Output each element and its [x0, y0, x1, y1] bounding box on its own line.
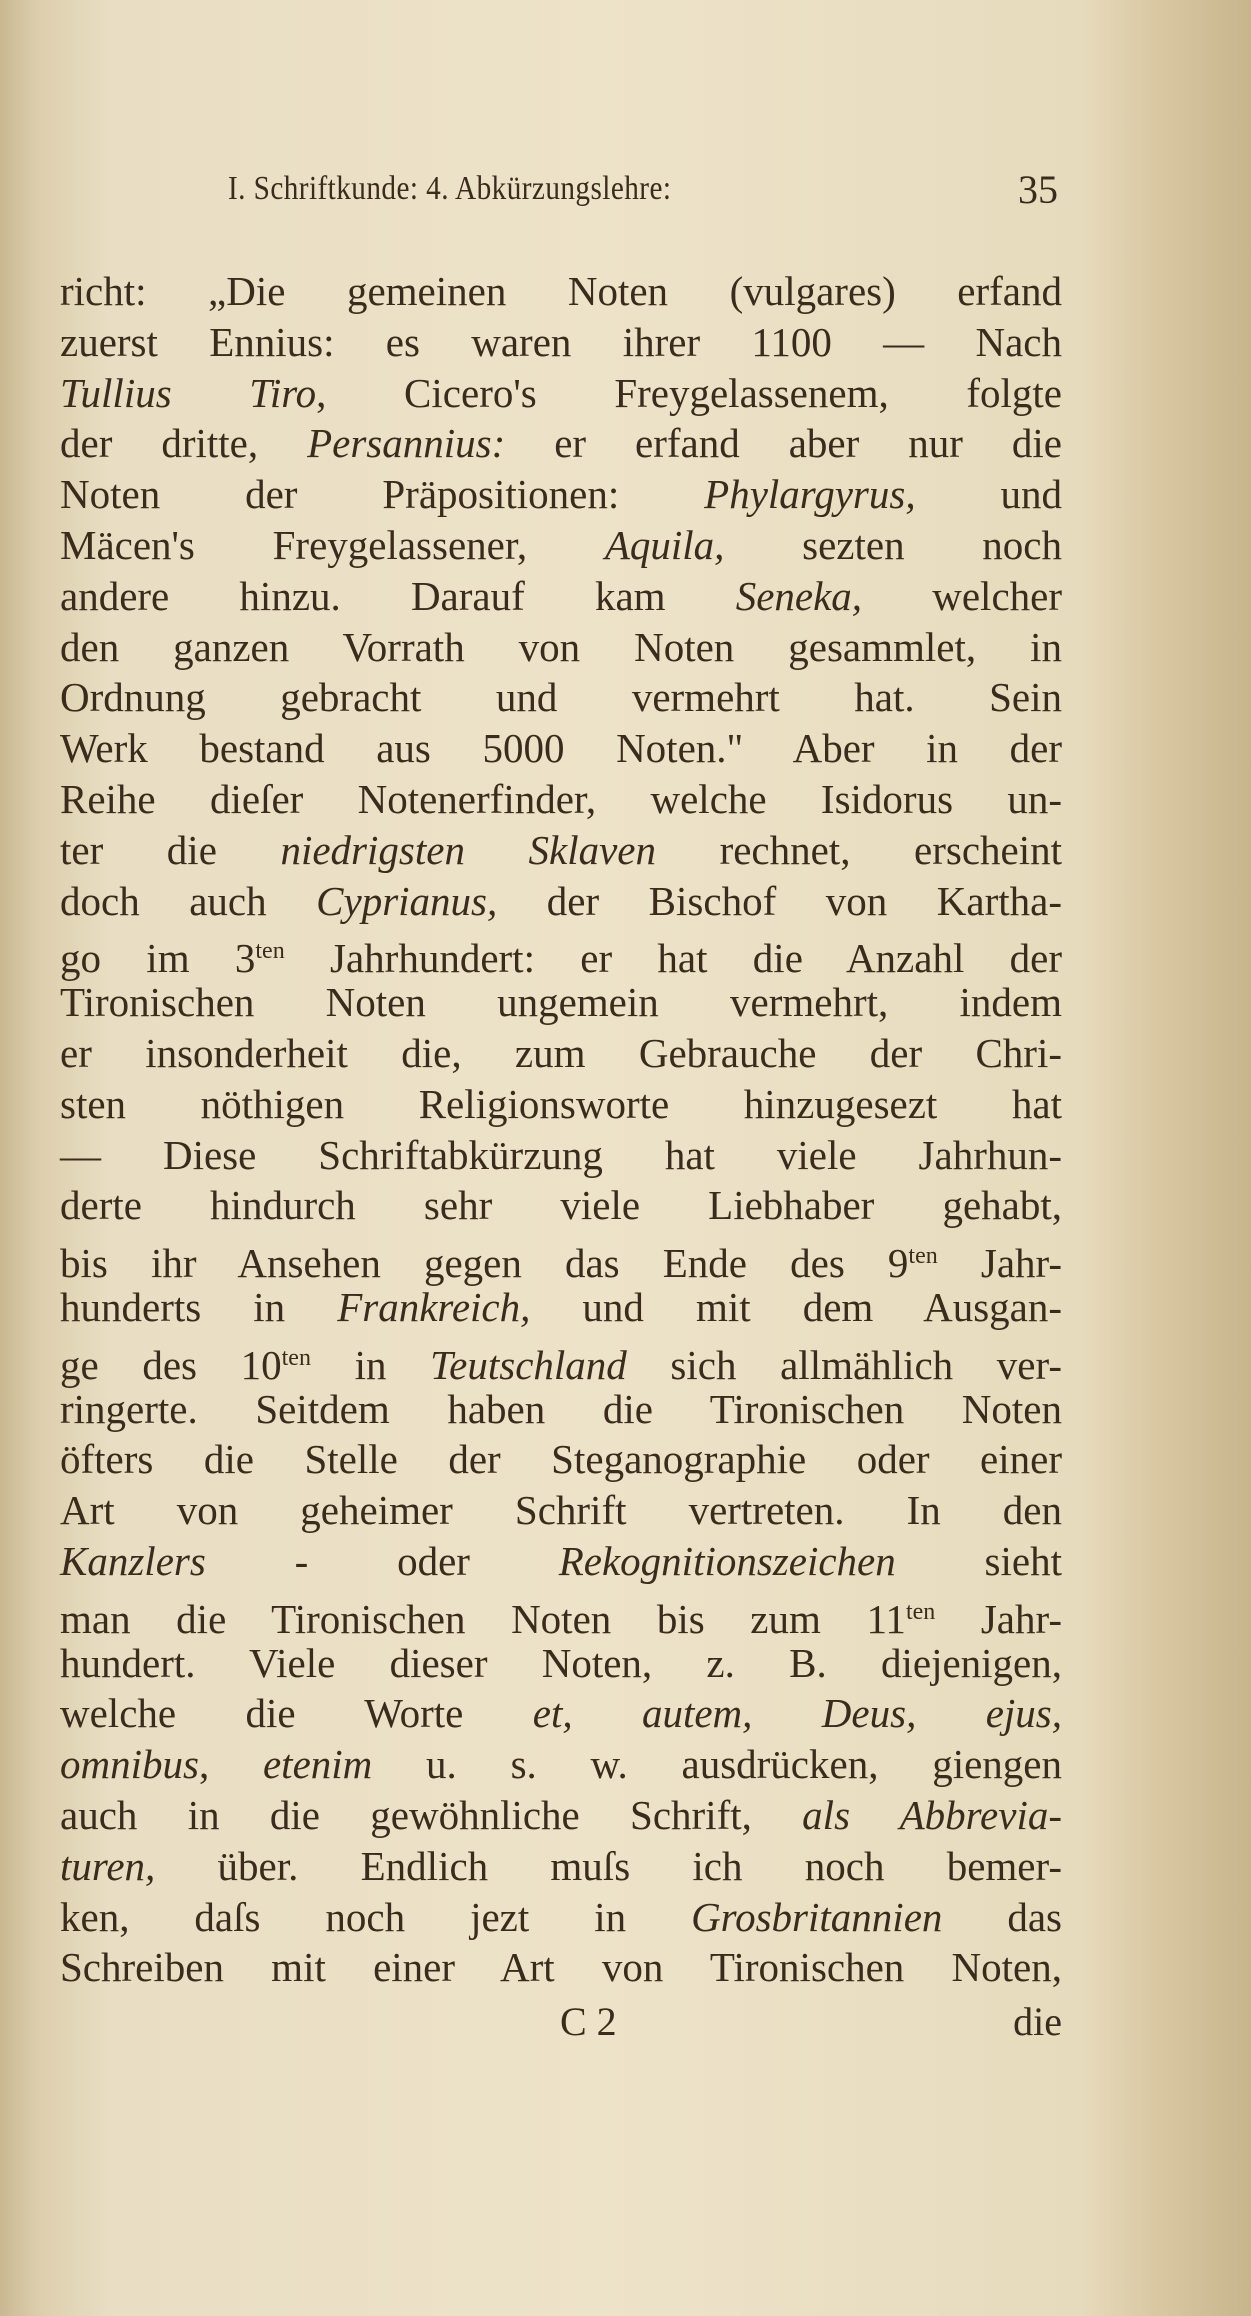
text-segment: — Diese Schriftabkürzung hat viele Jahrhun- [60, 1131, 1062, 1178]
text-segment: hundert. Viele dieser Noten, z. B. diejenigen, [60, 1639, 1062, 1686]
text-segment: sich allmählich ver- [626, 1341, 1062, 1388]
text-line [60, 1282, 1062, 1333]
text-segment: Schreiben mit einer Art von Tironischen Noten, [60, 1944, 1062, 1991]
text-segment: go im 3 [60, 935, 256, 982]
text-line [60, 1536, 1062, 1587]
text-line [60, 1688, 1062, 1739]
text-segment: man die Tironischen Noten bis zum 11 [60, 1595, 906, 1642]
text-segment: sieht [895, 1537, 1062, 1584]
italic-text: als Abbrevia- [802, 1791, 1062, 1838]
superscript-text: ten [905, 1598, 936, 1625]
italic-text: omnibus [60, 1741, 199, 1788]
text-segment: richt: „Die gemeinen Noten (vulgares) erfand [60, 268, 1062, 314]
text-line [60, 1079, 1062, 1130]
text-segment: sezten noch [724, 521, 1062, 568]
italic-text: Phylargyrus, [704, 471, 916, 518]
text-line [60, 1333, 1062, 1388]
text-line [60, 1231, 1062, 1287]
text-line [60, 876, 1062, 927]
text-line [60, 1739, 1062, 1790]
text-segment: er erfand aber nur die [505, 420, 1062, 467]
text-line [60, 1587, 1062, 1642]
italic-text: Rekognitionszeichen [558, 1537, 896, 1584]
text-segment: , [198, 1741, 263, 1788]
italic-text: Aquila, [604, 521, 725, 568]
italic-text: Seneka, [735, 572, 863, 619]
text-segment: der dritte, [60, 420, 308, 467]
text-segment: über. Endlich muſs ich noch bemer- [155, 1842, 1062, 1889]
text-segment: ken, daſs noch jezt in [60, 1893, 692, 1940]
text-segment: bis ihr Ansehen gegen das Ende des 9 [60, 1240, 909, 1287]
text-line [60, 368, 1062, 419]
text-line [60, 1841, 1062, 1892]
text-line [60, 723, 1062, 774]
text-segment: andere hinzu. Darauf kam [60, 572, 736, 619]
italic-text: et, autem, Deus, ejus, [532, 1690, 1062, 1737]
text-segment: Tironischen Noten ungemein vermehrt, indem [60, 979, 1062, 1026]
italic-text: turen, [60, 1842, 156, 1889]
text-line [60, 1028, 1062, 1079]
text-segment: zuerst Ennius: es waren ihrer 1100 — Nach [60, 318, 1062, 365]
text-segment: Art von geheimer Schrift vertreten. In den [60, 1487, 1062, 1534]
text-segment: Jahr- [937, 1240, 1062, 1287]
body-text [60, 266, 1062, 1993]
text-segment: Noten der Präpositionen: [60, 471, 705, 518]
text-segment: derte hindurch sehr viele Liebhaber gehabt, [60, 1182, 1062, 1229]
text-line [60, 571, 1062, 622]
text-line [60, 1790, 1062, 1841]
superscript-text: ten [908, 1243, 938, 1270]
text-segment: ringerte. Seitdem haben die Tironischen Noten [60, 1385, 1062, 1432]
text-segment: - oder [205, 1537, 559, 1584]
text-segment: Jahr- [935, 1595, 1062, 1642]
text-line [60, 1638, 1062, 1689]
text-segment: und mit dem Ausgan- [530, 1283, 1062, 1330]
text-line [60, 266, 1062, 317]
text-segment: welcher [862, 572, 1062, 619]
italic-text: Teutschland [430, 1341, 627, 1388]
text-line [60, 520, 1062, 571]
text-segment: Jahrhundert: er hat die Anzahl der [284, 935, 1062, 982]
italic-text: etenim [262, 1741, 373, 1788]
italic-text: Grosbritannien [691, 1893, 943, 1940]
text-line [60, 672, 1062, 723]
text-line [60, 926, 1062, 982]
text-segment: in [310, 1341, 431, 1388]
text-line [60, 825, 1062, 876]
text-segment: auch in die gewöhnliche Schrift, [60, 1791, 803, 1838]
page-number: 35 [1018, 167, 1058, 212]
page-header [0, 167, 1251, 220]
text-segment: welche die Worte [60, 1690, 533, 1737]
text-line [60, 1892, 1062, 1943]
text-segment: den ganzen Vorrath von Noten gesammlet, in [60, 623, 1062, 670]
superscript-text: ten [281, 1344, 311, 1371]
text-segment: ter die [60, 826, 281, 873]
text-segment: Mäcen's Freygelassener, [60, 521, 605, 568]
text-segment: u. s. w. ausdrücken, giengen [372, 1741, 1062, 1788]
text-segment: der Bischof von Kartha- [497, 877, 1062, 924]
text-segment: Werk bestand aus 5000 Noten." Aber in der [60, 725, 1062, 772]
text-segment: das [942, 1893, 1063, 1940]
text-segment: doch auch [60, 877, 317, 924]
text-segment: Reihe dieſer Notenerfinder, welche Isidorus un- [60, 775, 1062, 822]
text-line [60, 1384, 1062, 1435]
text-line [60, 622, 1062, 673]
italic-text: Persannius: [307, 420, 506, 467]
text-segment: sten nöthigen Religionsworte hinzugesezt hat [60, 1080, 1062, 1127]
text-line [60, 1180, 1062, 1231]
page-footer [60, 1998, 1062, 2050]
italic-text: Frankreich, [337, 1283, 531, 1330]
text-segment: er insonderheit die, zum Gebrauche der Chri- [60, 1029, 1062, 1076]
text-line [60, 977, 1062, 1028]
text-segment: hunderts in [60, 1283, 338, 1330]
text-line [60, 774, 1062, 825]
italic-text: Tullius Tiro [60, 369, 317, 416]
italic-text: Cyprianus, [316, 877, 498, 924]
text-line [60, 317, 1062, 368]
text-segment: ge des 10 [60, 1341, 282, 1388]
text-segment: , Cicero's Freygelassenem, folgte [316, 369, 1062, 416]
signature-mark: C 2 [560, 1999, 617, 2044]
text-segment: rechnet, erscheint [656, 826, 1062, 873]
text-segment: Ordnung gebracht und vermehrt hat. Sein [60, 674, 1062, 721]
running-title: I. Schriftkunde: 4. Abkürzungslehre: [228, 170, 672, 207]
text-line [60, 1434, 1062, 1485]
text-line [60, 1942, 1062, 1993]
text-line [60, 469, 1062, 520]
text-line [60, 1485, 1062, 1536]
text-segment: und [915, 471, 1063, 518]
superscript-text: ten [255, 938, 285, 965]
italic-text: Kanzlers [60, 1537, 206, 1584]
text-line [60, 1130, 1062, 1181]
text-segment: öfters die Stelle der Steganographie oder einer [60, 1436, 1062, 1483]
text-line [60, 418, 1062, 469]
italic-text: niedrigsten Sklaven [280, 826, 656, 873]
catchword: die [1013, 1999, 1062, 2044]
